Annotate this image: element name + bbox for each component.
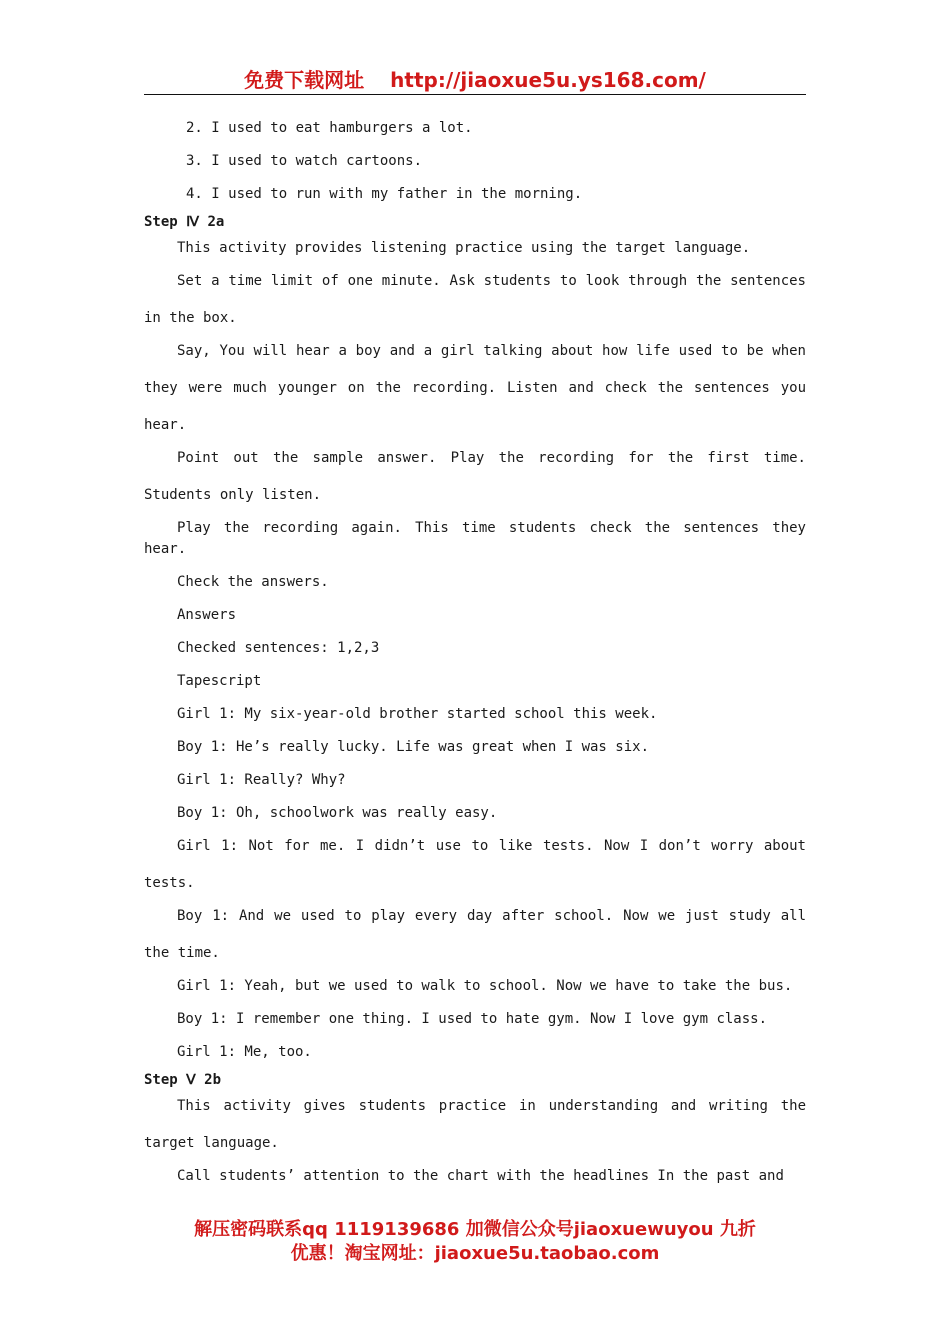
tapescript-label: Tapescript (177, 673, 262, 689)
step-4-paragraph: Set a time limit of one minute. Ask students to look through the sentences in the box. (144, 273, 806, 326)
dialogue-line: Girl 1: Yeah, but we used to walk to school. Now we have to take the bus. (177, 978, 793, 994)
step-4-paragraph: Point out the sample answer. Play the recording for the first time. Students only listen. (144, 450, 806, 503)
footer-line-2: 优惠！淘宝网址：jiaoxue5u.taobao.com (290, 1243, 660, 1264)
page-header (144, 64, 806, 93)
step-4-heading: Step Ⅳ 2a (144, 214, 225, 230)
step-5-paragraph: Call students’ attention to the chart with the headlines In the past and (177, 1168, 784, 1184)
step-4-paragraph: Check the answers. (177, 574, 329, 590)
step-4-paragraph: Say, You will hear a boy and a girl talking about how life used to be when they were much younger on the recording. Listen and check the sentences you hear. (144, 343, 806, 433)
dialogue-line: Girl 1: Me, too. (177, 1044, 312, 1060)
dialogue-line: Boy 1: He’s really lucky. Life was great when I was six. (177, 739, 650, 755)
dialogue-line: Girl 1: Really? Why? (177, 772, 346, 788)
dialogue-line: Girl 1: Not for me. I didn’t use to like tests. Now I don’t worry about tests. (144, 838, 806, 891)
header-label: 免费下载网址 (244, 68, 365, 92)
dialogue-line: Boy 1: And we used to play every day after school. Now we just study all the time. (144, 908, 806, 961)
list-item-2: 2. I used to eat hamburgers a lot. (186, 120, 473, 136)
step-4-paragraph: Play the recording again. This time students check the sentences they hear. (144, 520, 806, 557)
list-item-3: 3. I used to watch cartoons. (186, 153, 423, 169)
header-divider (144, 94, 806, 95)
step-5-paragraph: This activity gives students practice in understanding and writing the target language. (144, 1098, 806, 1151)
step-4-intro: This activity provides listening practice using the target language. (177, 240, 751, 256)
footer-line-1: 解压密码联系qq 1119139686 加微信公众号jiaoxuewuyou 九折 (194, 1219, 756, 1240)
dialogue-line: Boy 1: I remember one thing. I used to hate gym. Now I love gym class. (177, 1011, 768, 1027)
page-footer (144, 1218, 806, 1266)
answers-label: Answers (177, 607, 237, 623)
list-item-4: 4. I used to run with my father in the morning. (186, 186, 583, 202)
header-url[interactable]: http://jiaoxue5u.ys168.com/ (390, 68, 706, 92)
step-5-heading: Step Ⅴ 2b (144, 1072, 222, 1088)
dialogue-line: Girl 1: My six-year-old brother started school this week. (177, 706, 658, 722)
dialogue-line: Boy 1: Oh, schoolwork was really easy. (177, 805, 498, 821)
document-body (144, 118, 806, 1199)
answers-value: Checked sentences: 1,2,3 (177, 640, 380, 656)
